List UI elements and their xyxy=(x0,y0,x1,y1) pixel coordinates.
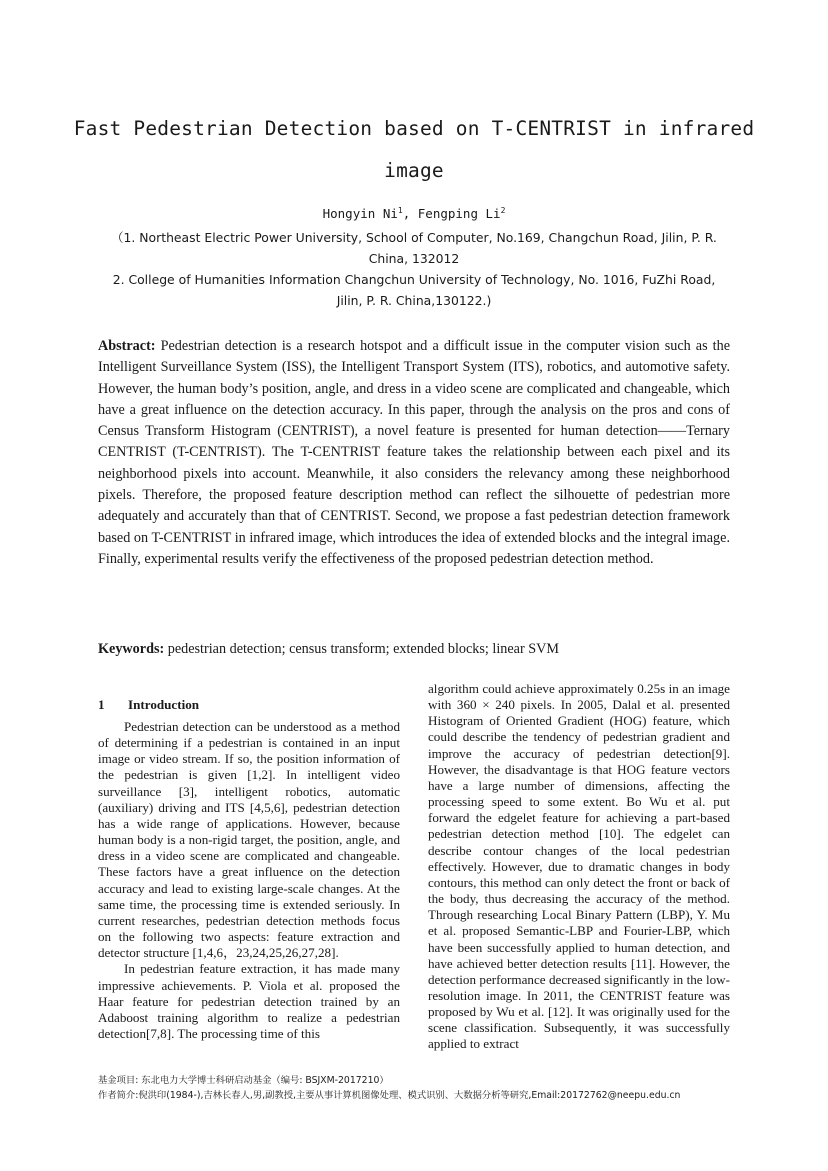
intro-paragraph-2-continued: algorithm could achieve approximately 0.25s in an image with 360 × 240 pixels. In 2005, Dalal et al. presented Histogram of Oriented Gradient (HOG) feature, which could describe the tendency of pedestrian gradient and improve the accuracy of pedestrian detection[9]. However, the disadvantage is that HOG feature vectors have a large number of dimensions, affecting the processing speed to some extent. Bo Wu et al. put forward the edgelet feature for achieving a part-based pedestrian detection method [10]. The edgelet can describe contour changes of the local pedestrian effectively. However, due to dramatic changes in body contours, this method can only detect the front or back of the body, thus decreasing the accuracy of the method. Through researching Local Binary Pattern (LBP), Y. Mu et al. proposed Semantic-LBP and Fourier-LBP, which have been successfully applied to human detection, and have achieved better detection results [11]. However, the detection performance decreased significantly in the low-resolution image. In 2011, the CENTRIST feature was proposed by Wu et al. [12]. It was originally used for the scene classification. Subsequently, it was successfully applied to extract xyxy=(428,681,730,1052)
section-title: Introduction xyxy=(128,697,200,712)
paper-title xyxy=(60,108,768,192)
author-2-affiliation-mark: 2 xyxy=(500,205,506,215)
section-heading xyxy=(98,697,400,713)
affiliation-2-line-2: Jilin, P. R. China,130122.) xyxy=(336,293,492,308)
affiliation-1-line-1: （1. Northeast Electric Power University, School of Computer, No.169, Changchun Road, Jilin, P. R. xyxy=(111,230,717,245)
affiliation-2-line-1: 2. College of Humanities Information Changchun University of Technology, No. 1016, FuZhi Road, xyxy=(112,272,716,287)
footnotes xyxy=(98,1073,738,1103)
left-column xyxy=(98,697,400,1042)
funding-footnote: 基金项目: 东北电力大学博士科研启动基金（编号: BSJXM-2017210） xyxy=(98,1075,389,1086)
right-column xyxy=(428,681,730,1053)
abstract-text: Pedestrian detection is a research hotspot and a difficult issue in the computer vision such as the Intelligent Surveillance System (ISS), the Intelligent Transport System (ITS), robotics, and automotive safety. However, the human body’s position, angle, and dress in a video scene are complicated and changeable, which have a great influence on the detection accuracy. In this paper, through the analysis on the pros and cons of Census Transform Histogram (CENTRIST), a novel feature is presented for human detection——Ternary CENTRIST (T-CENTRIST). The T-CENTRIST feature takes the relationship between each pixel and its neighborhood pixels into account. Meanwhile, it also considers the relevancy among these neighborhood pixels. Therefore, the proposed feature description method can reflect the silhouette of pedestrian more adequately and accurately than that of CENTRIST. Second, we propose a fast pedestrian detection framework based on T-CENTRIST in infrared image, which introduces the idea of extended blocks and the integral image. Finally, experimental results verify the effectiveness of the proposed pedestrian detection method. xyxy=(98,338,731,567)
keywords-text: pedestrian detection; census transform; extended blocks; linear SVM xyxy=(167,641,559,657)
abstract xyxy=(98,336,730,570)
author-1-name: Hongyin Ni xyxy=(322,206,398,221)
author-1-affiliation-mark: 1 xyxy=(397,205,403,215)
author-2-name: Fengping Li xyxy=(417,206,501,221)
keywords-label: Keywords: xyxy=(98,641,165,657)
abstract-label: Abstract: xyxy=(98,338,156,354)
intro-paragraph-2: In pedestrian feature extraction, it has made many impressive achievements. P. Viola et al. proposed the Haar feature for pedestrian detection trained by an Adaboost training algorithm to realize a pedestrian detection[7,8]. The processing time of this xyxy=(98,961,400,1041)
affiliation-1-line-2: China, 132012 xyxy=(368,251,460,266)
affiliation-1 xyxy=(90,227,738,269)
section-number: 1 xyxy=(98,697,105,712)
keywords xyxy=(98,639,730,659)
title-line-1: Fast Pedestrian Detection based on T-CENTRIST in infrared xyxy=(73,117,755,140)
author-list xyxy=(60,206,768,222)
author-separator: , xyxy=(402,206,418,221)
author-bio-footnote: 作者简介:倪洪印(1984-),吉林长春人,男,副教授,主要从事计算机图像处理、模式识别、大数据分析等研究,Email:20172762@neepu.edu.cn xyxy=(98,1090,681,1101)
title-line-2: image xyxy=(384,159,444,182)
intro-paragraph-1: Pedestrian detection can be understood as a method of determining if a pedestrian is contained in an input image or video stream. If so, the position information of the pedestrian is given [1,2]. In intelligent video surveillance [3], intelligent robotics, automatic (auxiliary) driving and ITS [4,5,6], pedestrian detection has a wide range of applications. However, because human body is a non-rigid target, the position, angle, and dress in a video scene are complicated and changeable. These factors have a great influence on the detection accuracy and lead to existing large-scale changes. At the same time, the processing time is extended seriously. In current researches, pedestrian detection methods focus on the following two aspects: feature extraction and detector structure [1,4,6，23,24,25,26,27,28]. xyxy=(98,719,400,961)
affiliation-2 xyxy=(90,269,738,311)
